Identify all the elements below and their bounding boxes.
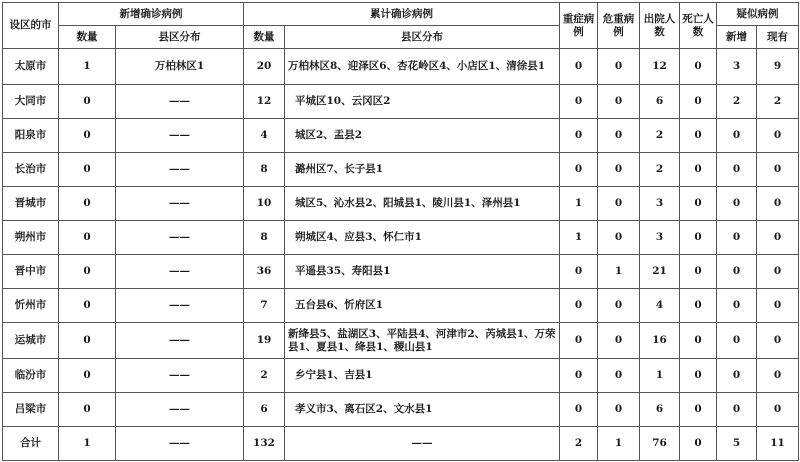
cell-city: 忻州市 (3, 289, 59, 323)
cell-cum-count: 12 (244, 85, 285, 119)
cell-city: 太原市 (3, 49, 59, 85)
cell-cum-count: 19 (244, 323, 285, 359)
cell-cum-dist: 孝义市3、离石区2、文水县1 (285, 393, 560, 427)
header-city: 设区的市 (3, 3, 59, 49)
cell-sus-current: 2 (757, 85, 799, 119)
table-row (3, 255, 799, 289)
cell-critical: 0 (598, 393, 640, 427)
cell-sus-new: 2 (717, 85, 757, 119)
header-new-dist: 县区分布 (116, 26, 244, 49)
cell-sus-current: 0 (757, 119, 799, 153)
cell-city: 朔州市 (3, 221, 59, 255)
table-row (3, 221, 799, 255)
cell-city: 长治市 (3, 153, 59, 187)
header-new-confirmed: 新增确诊病例 (59, 3, 244, 26)
header-death: 死亡人数 (680, 3, 717, 49)
cell-critical: 0 (598, 359, 640, 393)
cell-city: 阳泉市 (3, 119, 59, 153)
header-suspected: 疑似病例 (717, 3, 799, 26)
cell-new-dist: —— (116, 153, 244, 187)
cell-sus-current: 0 (757, 289, 799, 323)
header-discharged: 出院人数 (640, 3, 680, 49)
cell-severe: 1 (560, 187, 598, 221)
cell-critical: 0 (598, 323, 640, 359)
cell-sus-new: 0 (717, 221, 757, 255)
cell-sus-new: 0 (717, 289, 757, 323)
cell-discharged: 4 (640, 289, 680, 323)
cell-cum-count: 6 (244, 393, 285, 427)
cell-new-count: 1 (59, 427, 116, 461)
cell-death: 0 (680, 221, 717, 255)
table-row-total (3, 427, 799, 461)
cell-severe: 0 (560, 49, 598, 85)
cell-death: 0 (680, 187, 717, 221)
cell-sus-new: 0 (717, 323, 757, 359)
cell-severe: 0 (560, 289, 598, 323)
cell-sus-current: 9 (757, 49, 799, 85)
table-row (3, 289, 799, 323)
cell-new-dist: —— (116, 427, 244, 461)
table-row (3, 85, 799, 119)
cell-sus-current: 11 (757, 427, 799, 461)
cell-sus-new: 3 (717, 49, 757, 85)
cell-sus-current: 0 (757, 221, 799, 255)
cell-cum-dist: 平城区10、云冈区2 (285, 85, 560, 119)
cell-new-dist: —— (116, 221, 244, 255)
header-cum-count: 数量 (244, 26, 285, 49)
cell-new-dist: —— (116, 359, 244, 393)
cell-critical: 1 (598, 427, 640, 461)
table-row (3, 153, 799, 187)
cell-severe: 0 (560, 85, 598, 119)
cell-cum-count: 36 (244, 255, 285, 289)
cell-sus-new: 0 (717, 153, 757, 187)
cell-sus-new: 5 (717, 427, 757, 461)
cell-severe: 0 (560, 255, 598, 289)
header-cum-dist: 县区分布 (285, 26, 560, 49)
cell-new-dist: —— (116, 323, 244, 359)
cell-critical: 0 (598, 187, 640, 221)
cell-severe: 0 (560, 359, 598, 393)
cell-sus-new: 0 (717, 119, 757, 153)
cell-discharged: 2 (640, 119, 680, 153)
cell-cum-count: 10 (244, 187, 285, 221)
table-row (3, 187, 799, 221)
cell-cum-dist: 五台县6、忻府区1 (285, 289, 560, 323)
cell-new-dist: —— (116, 85, 244, 119)
cell-death: 0 (680, 359, 717, 393)
cell-new-count: 1 (59, 49, 116, 85)
cell-death: 0 (680, 323, 717, 359)
table-row (3, 393, 799, 427)
table-row (3, 119, 799, 153)
cell-cum-dist: 朔城区4、应县3、怀仁市1 (285, 221, 560, 255)
cell-death: 0 (680, 49, 717, 85)
case-table (2, 2, 799, 461)
cell-new-count: 0 (59, 187, 116, 221)
cell-severe: 0 (560, 119, 598, 153)
cell-new-count: 0 (59, 119, 116, 153)
cell-sus-new: 0 (717, 255, 757, 289)
cell-new-dist: —— (116, 119, 244, 153)
cell-critical: 0 (598, 221, 640, 255)
header-critical: 危重病例 (598, 3, 640, 49)
cell-new-dist: —— (116, 289, 244, 323)
cell-cum-count: 132 (244, 427, 285, 461)
table-row (3, 323, 799, 359)
cell-sus-new: 0 (717, 187, 757, 221)
cell-new-count: 0 (59, 255, 116, 289)
cell-city: 吕梁市 (3, 393, 59, 427)
cell-sus-current: 0 (757, 323, 799, 359)
cell-new-count: 0 (59, 153, 116, 187)
cell-new-dist: —— (116, 187, 244, 221)
cell-city: 晋中市 (3, 255, 59, 289)
cell-sus-new: 0 (717, 359, 757, 393)
cell-new-dist: —— (116, 393, 244, 427)
cell-cum-count: 2 (244, 359, 285, 393)
header-new-count: 数量 (59, 26, 116, 49)
cell-cum-count: 20 (244, 49, 285, 85)
cell-sus-current: 0 (757, 393, 799, 427)
table-row (3, 49, 799, 85)
cell-city: 临汾市 (3, 359, 59, 393)
cell-city: 晋城市 (3, 187, 59, 221)
cell-new-count: 0 (59, 85, 116, 119)
cell-sus-current: 0 (757, 255, 799, 289)
cell-cum-dist: 平遥县35、寿阳县1 (285, 255, 560, 289)
cell-death: 0 (680, 153, 717, 187)
cell-critical: 0 (598, 153, 640, 187)
cell-cum-count: 8 (244, 221, 285, 255)
cell-death: 0 (680, 119, 717, 153)
cell-severe: 1 (560, 221, 598, 255)
cell-critical: 1 (598, 255, 640, 289)
cell-sus-current: 0 (757, 153, 799, 187)
cell-cum-dist: —— (285, 427, 560, 461)
cell-cum-dist: 城区2、盂县2 (285, 119, 560, 153)
cell-critical: 0 (598, 119, 640, 153)
cell-discharged: 1 (640, 359, 680, 393)
cell-death: 0 (680, 393, 717, 427)
cell-sus-new: 0 (717, 393, 757, 427)
cell-critical: 0 (598, 49, 640, 85)
cell-cum-count: 8 (244, 153, 285, 187)
cell-cum-count: 7 (244, 289, 285, 323)
cell-cum-dist: 新绛县5、盐湖区3、平陆县4、河津市2、芮城县1、万荣县1、夏县1、绛县1、稷山县1 (285, 323, 560, 359)
cell-discharged: 6 (640, 393, 680, 427)
cell-discharged: 3 (640, 221, 680, 255)
cell-sus-current: 0 (757, 359, 799, 393)
header-severe: 重症病例 (560, 3, 598, 49)
cell-new-count: 0 (59, 359, 116, 393)
table-row (3, 359, 799, 393)
cell-sus-current: 0 (757, 187, 799, 221)
cell-new-count: 0 (59, 221, 116, 255)
cell-death: 0 (680, 85, 717, 119)
cell-city: 大同市 (3, 85, 59, 119)
cell-cum-dist: 城区5、沁水县2、阳城县1、陵川县1、泽州县1 (285, 187, 560, 221)
cell-critical: 0 (598, 289, 640, 323)
cell-new-count: 0 (59, 323, 116, 359)
cell-city: 合计 (3, 427, 59, 461)
cell-new-dist: —— (116, 255, 244, 289)
cell-discharged: 3 (640, 187, 680, 221)
cell-severe: 0 (560, 323, 598, 359)
cell-cum-dist: 万柏林区8、迎泽区6、杏花岭区4、小店区1、清徐县1 (285, 49, 560, 85)
cell-discharged: 21 (640, 255, 680, 289)
cell-city: 运城市 (3, 323, 59, 359)
cell-severe: 0 (560, 393, 598, 427)
cell-new-count: 0 (59, 289, 116, 323)
cell-cum-dist: 乡宁县1、吉县1 (285, 359, 560, 393)
cell-discharged: 76 (640, 427, 680, 461)
cell-discharged: 12 (640, 49, 680, 85)
cell-death: 0 (680, 289, 717, 323)
header-cumulative-confirmed: 累计确诊病例 (244, 3, 560, 26)
cell-severe: 2 (560, 427, 598, 461)
covid-case-table-page (2, 2, 798, 460)
cell-discharged: 2 (640, 153, 680, 187)
cell-severe: 0 (560, 153, 598, 187)
cell-new-count: 0 (59, 393, 116, 427)
cell-discharged: 6 (640, 85, 680, 119)
header-sus-current: 现有 (757, 26, 799, 49)
cell-death: 0 (680, 255, 717, 289)
cell-cum-count: 4 (244, 119, 285, 153)
cell-new-dist: 万柏林区1 (116, 49, 244, 85)
header-sus-new: 新增 (717, 26, 757, 49)
cell-discharged: 16 (640, 323, 680, 359)
cell-death: 0 (680, 427, 717, 461)
cell-cum-dist: 潞州区7、长子县1 (285, 153, 560, 187)
cell-critical: 0 (598, 85, 640, 119)
